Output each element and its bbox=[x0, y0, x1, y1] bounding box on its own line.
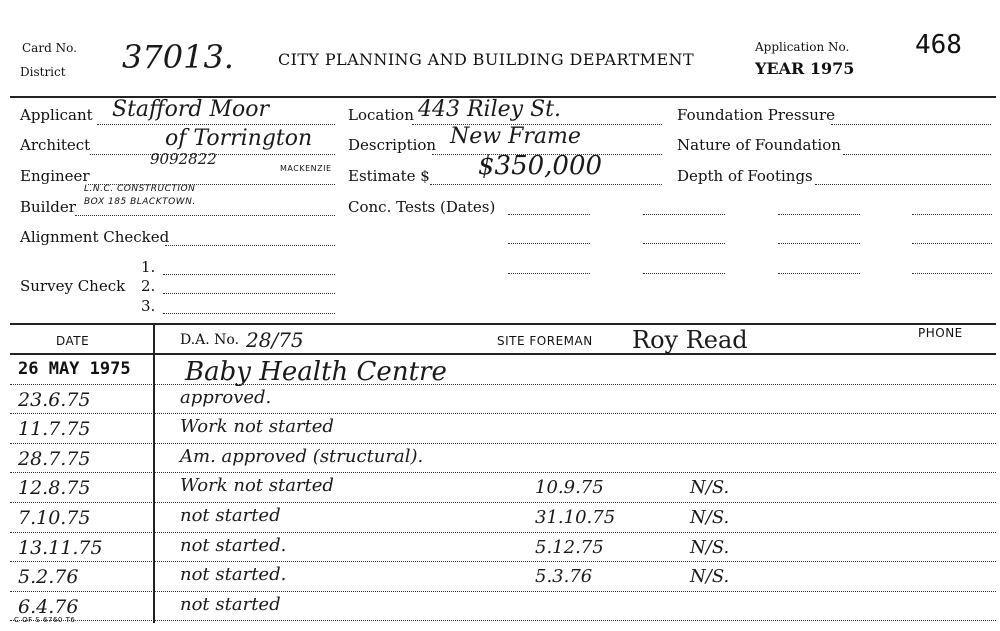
da-no-value: 28/75 bbox=[246, 328, 304, 352]
builder-line bbox=[75, 215, 335, 216]
row-line bbox=[10, 532, 996, 533]
application-number: 468 bbox=[915, 30, 962, 60]
district-label: District bbox=[20, 65, 66, 79]
entry-note: Work not started bbox=[180, 416, 334, 438]
entry-note: not started. bbox=[180, 564, 287, 586]
architect-value: of Torrington bbox=[165, 126, 313, 151]
survey-3-label: 3. bbox=[141, 297, 156, 315]
builder-value-line2: BOX 185 BLACKTOWN. bbox=[84, 197, 196, 207]
entry-recheck-date: 5.3.76 bbox=[535, 566, 593, 588]
conc-test-line bbox=[508, 243, 590, 244]
architect-label: Architect bbox=[20, 136, 91, 154]
engineer-label: Engineer bbox=[20, 167, 90, 185]
description-label: Description bbox=[348, 136, 437, 154]
card-no-label: Card No. bbox=[22, 41, 77, 55]
entry-date: 12.8.75 bbox=[18, 477, 91, 500]
entry-recheck-date: 5.12.75 bbox=[535, 536, 604, 558]
foundation-pressure-line bbox=[831, 124, 991, 125]
entry-status-flag: N/S. bbox=[690, 536, 730, 558]
applicant-value: Stafford Moor bbox=[112, 97, 269, 122]
conc-test-line bbox=[912, 273, 992, 274]
nature-foundation-label: Nature of Foundation bbox=[677, 136, 841, 154]
row-line bbox=[10, 413, 996, 414]
entry-note: approved. bbox=[180, 386, 272, 408]
applicant-line bbox=[97, 124, 335, 125]
form-code: C OF S 6760 T6 bbox=[14, 616, 76, 624]
row-line bbox=[10, 591, 996, 592]
survey-2-label: 2. bbox=[141, 277, 156, 295]
entry-recheck-date: 10.9.75 bbox=[535, 477, 604, 499]
alignment-line bbox=[165, 245, 335, 246]
date-header: DATE bbox=[56, 334, 90, 348]
depth-footings-label: Depth of Footings bbox=[677, 167, 813, 185]
entry-date: 7.10.75 bbox=[18, 507, 91, 529]
survey-check-label: Survey Check bbox=[20, 277, 126, 295]
conc-test-line bbox=[508, 273, 590, 274]
description-value: New Frame bbox=[450, 124, 581, 149]
log-top-border bbox=[10, 323, 996, 325]
architect-phone: 9092822 bbox=[150, 150, 217, 168]
estimate-label: Estimate $ bbox=[348, 167, 430, 185]
survey-3-line bbox=[163, 313, 335, 314]
conc-test-line bbox=[778, 214, 860, 215]
row-line bbox=[10, 472, 996, 473]
conc-test-line bbox=[508, 214, 590, 215]
estimate-line bbox=[430, 184, 662, 185]
foundation-pressure-label: Foundation Pressure bbox=[677, 106, 836, 124]
entry-note: not started bbox=[180, 505, 281, 526]
log-header-border bbox=[10, 353, 996, 355]
survey-1-line bbox=[163, 274, 335, 275]
builder-label: Builder bbox=[20, 198, 76, 216]
conc-test-line bbox=[912, 214, 992, 215]
entry-recheck-date: 31.10.75 bbox=[535, 507, 616, 528]
department-title: CITY PLANNING AND BUILDING DEPARTMENT bbox=[278, 50, 695, 69]
entry-date: 13.11.75 bbox=[18, 536, 103, 559]
entry-date: 26 MAY 1975 bbox=[18, 359, 131, 379]
applicant-label: Applicant bbox=[20, 106, 93, 124]
engineer-value: MACKENZIE bbox=[280, 164, 332, 173]
entry-note: Baby Health Centre bbox=[185, 357, 447, 387]
site-foreman-value: Roy Read bbox=[632, 326, 748, 354]
conc-test-line bbox=[912, 243, 992, 244]
application-no-label: Application No. bbox=[755, 40, 850, 54]
entry-note: not started bbox=[180, 593, 281, 615]
entry-status-flag: N/S. bbox=[690, 507, 730, 528]
entry-date: 11.7.75 bbox=[18, 418, 91, 441]
survey-1-label: 1. bbox=[141, 258, 156, 276]
entry-date: 23.6.75 bbox=[18, 388, 91, 411]
row-line bbox=[10, 384, 996, 385]
da-no-label: D.A. No. bbox=[180, 332, 240, 348]
entry-status-flag: N/S. bbox=[690, 566, 730, 588]
location-value: 443 Riley St. bbox=[418, 97, 561, 122]
conc-test-line bbox=[778, 243, 860, 244]
phone-label: PHONE bbox=[918, 326, 963, 340]
builder-value-line1: L.N.C. CONSTRUCTION bbox=[84, 184, 196, 194]
row-line bbox=[10, 443, 996, 444]
entry-date: 5.2.76 bbox=[18, 566, 79, 589]
entry-status-flag: N/S. bbox=[690, 477, 730, 499]
card-no-value: 37013. bbox=[122, 38, 234, 76]
site-foreman-label: SITE FOREMAN bbox=[497, 334, 593, 348]
row-line bbox=[10, 502, 996, 503]
nature-foundation-line bbox=[843, 154, 991, 155]
depth-footings-line bbox=[815, 184, 991, 185]
entry-note: not started. bbox=[180, 534, 287, 556]
entry-date: 28.7.75 bbox=[18, 447, 91, 470]
estimate-value: $350,000 bbox=[478, 151, 603, 181]
entry-note: Work not started bbox=[180, 475, 334, 497]
conc-tests-label: Conc. Tests (Dates) bbox=[348, 198, 496, 216]
conc-test-line bbox=[643, 214, 725, 215]
conc-test-line bbox=[643, 243, 725, 244]
year-label: YEAR 1975 bbox=[755, 59, 855, 78]
entry-date: 6.4.76 bbox=[18, 595, 79, 618]
row-line bbox=[10, 561, 996, 562]
row-line bbox=[10, 620, 996, 621]
alignment-label: Alignment Checked bbox=[20, 228, 170, 246]
survey-2-line bbox=[163, 293, 335, 294]
location-label: Location bbox=[348, 106, 414, 124]
entry-note: Am. approved (structural). bbox=[180, 445, 424, 467]
conc-test-line bbox=[643, 273, 725, 274]
conc-test-line bbox=[778, 273, 860, 274]
